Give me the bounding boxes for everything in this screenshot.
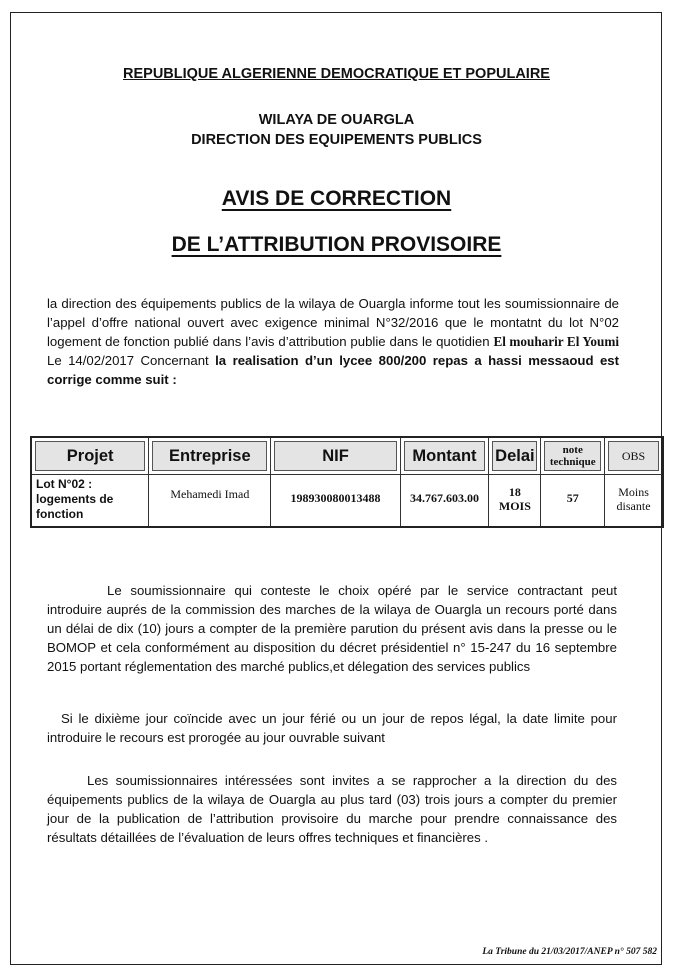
attribution-table (30, 436, 664, 528)
title-line-1: AVIS DE CORRECTION (221, 187, 452, 210)
recourse-paragraph: Le soumissionnaire qui conteste le choix opéré par le service contractant peut introduire auprés de la commission des marches de la wilaya de Ouargla un recours porté dans un délai de dix (10) jours a compter de la première parution du présent avis dans la presse ou le BOMOP et cela conformément au disposition du décret présidentiel n° 15-247 du 16 septembre 2015 portant réglementation des marché publics,et délegation des services publics (47, 583, 617, 674)
table-row (31, 475, 663, 527)
header-nif: NIF (274, 441, 396, 471)
cell-obs: Moins disante (605, 475, 663, 527)
cell-montant: 34.767.603.00 (400, 475, 489, 527)
newspaper-name: El mouharir El Youmi (493, 334, 619, 349)
deadline-paragraph: Si le dixième jour coïncide avec un jour férié ou un jour de repos légal, la date limite pour introduire le recours est prorogée au jour ouvrable suivant (47, 711, 617, 745)
header-projet: Projet (35, 441, 145, 471)
contact-paragraph: Les soumissionnaires intéressées sont invites a se rapprocher a la direction du des équipements publics de la wilaya de Ouargla au plus tard (03) trois jours a compter du premier jour de la publication de l’attribution provisoire du marche pour prendre connaissance des résultats détaillées de l’évaluation de leurs offres techniques et financières . (47, 773, 617, 845)
intro-paragraph: la direction des équipements publics de la wilaya de Ouargla informe tout les soumissionnaire de l’appel d’offre national ouvert avec exigence minimal N°32/2016 que le montatnt du lot N°02 logement de fonction publié dans l’avis d’attribution publie dans le quotidien El mouharir El Youmi Le 14/02/2017 Concernant la realisation d’un lycee 800/200 repas a hassi messaoud est corrige comme suit : (47, 296, 620, 387)
table-header-row (31, 437, 663, 475)
direction-heading: DIRECTION DES EQUIPEMENTS PUBLICS (191, 132, 482, 148)
publication-reference: La Tribune du 21/03/2017/ANEP n° 507 582 (482, 947, 657, 957)
cell-projet: Lot N°02 : logements de fonction (31, 475, 149, 527)
republic-heading: REPUBLIQUE ALGERIENNE DEMOCRATIQUE ET POPULAIRE (123, 66, 550, 82)
cell-delai: 18 MOIS (489, 475, 541, 527)
title-line-2: DE L’ATTRIBUTION PROVISOIRE (171, 233, 502, 256)
header-obs: OBS (608, 441, 659, 471)
header-delai: Delai (492, 441, 537, 471)
cell-note: 57 (541, 475, 605, 527)
header-montant: Montant (404, 441, 486, 471)
wilaya-heading: WILAYA DE OUARGLA (258, 112, 415, 128)
project-name: la realisation d’un lycee 800/200 repas a hassi messaoud (215, 353, 594, 368)
header-entreprise: Entreprise (152, 441, 267, 471)
cell-nif: 198930080013488 (271, 475, 400, 527)
header-note-technique: note technique (544, 441, 601, 471)
cell-entreprise: Mehamedi Imad (149, 475, 271, 527)
